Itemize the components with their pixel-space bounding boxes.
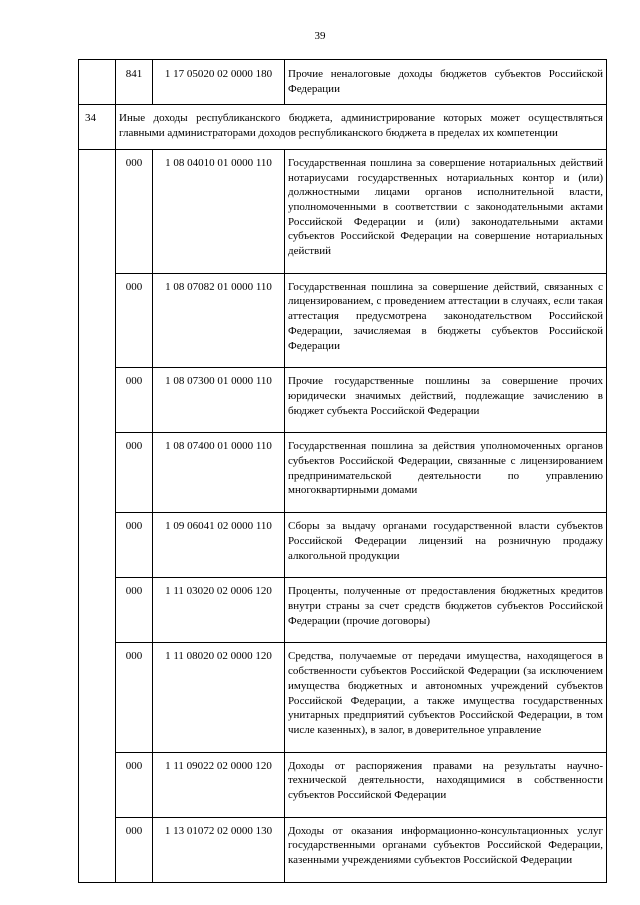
table-row <box>79 149 607 273</box>
description-cell: Средства, получаемые от передачи имущества, находящегося в собственности субъектов Российской Федерации (за исключением имущества бюджетных и автономных учреждений субъектов Российской Федерации, а также имущества государственных унитарных предприятий субъектов Российской Федерации, в том числе казенных), в залог, в доверительное управление <box>285 643 607 752</box>
admin-code-cell: 000 <box>116 513 153 578</box>
table-row <box>79 578 607 643</box>
description-cell: Доходы от оказания информационно-консультационных услуг государственными органами субъектов Российской Федерации, казенными учреждениями субъектов Российской Федерации <box>285 817 607 882</box>
budget-code-cell: 1 17 05020 02 0000 180 <box>153 60 285 105</box>
admin-code-cell: 000 <box>116 149 153 273</box>
admin-code-cell: 000 <box>116 643 153 752</box>
description-cell: Прочие государственные пошлины за совершение прочих юридически значимых действий, подлежащие зачислению в бюджет субъекта Российской Федерации <box>285 368 607 433</box>
admin-code-cell: 000 <box>116 273 153 368</box>
admin-code-cell: 000 <box>116 433 153 513</box>
section-number-cell <box>79 149 116 882</box>
budget-code-cell: 1 13 01072 02 0000 130 <box>153 817 285 882</box>
admin-code-cell: 000 <box>116 368 153 433</box>
admin-code-cell: 000 <box>116 752 153 817</box>
budget-code-cell: 1 08 07300 01 0000 110 <box>153 368 285 433</box>
admin-code-cell: 841 <box>116 60 153 105</box>
budget-code-cell: 1 11 09022 02 0000 120 <box>153 752 285 817</box>
budget-code-cell: 1 08 07400 01 0000 110 <box>153 433 285 513</box>
budget-code-cell: 1 09 06041 02 0000 110 <box>153 513 285 578</box>
budget-code-cell: 1 11 03020 02 0006 120 <box>153 578 285 643</box>
table-row <box>79 368 607 433</box>
budget-code-cell: 1 08 07082 01 0000 110 <box>153 273 285 368</box>
table-row <box>79 643 607 752</box>
description-cell: Государственная пошлина за совершение действий, связанных с лицензированием, с проведением аттестации в случаях, если такая аттестация предусмотрена законодательством Российской Федерации, зачисляемая в бюджеты субъектов Российской Федерации <box>285 273 607 368</box>
page-number: 39 <box>314 30 326 42</box>
table-body <box>79 60 607 883</box>
description-cell: Государственная пошлина за действия уполномоченных органов субъектов Российской Федерации, связанные с лицензированием предпринимательской деятельности по управлению многоквартирными домами <box>285 433 607 513</box>
description-cell: Государственная пошлина за совершение нотариальных действий нотариусами государственных нотариальных контор и (или) должностными лицами органов исполнительной власти, уполномоченными в соответствии с законодательными актами Российской Федерации и (или) законодательными актами субъектов Российской Федерации на совершение нотариальных действий <box>285 149 607 273</box>
description-cell: Проценты, полученные от предоставления бюджетных кредитов внутри страны за счет средств бюджетов субъектов Российской Федерации (прочие договоры) <box>285 578 607 643</box>
admin-code-cell: 000 <box>116 817 153 882</box>
table-row <box>79 513 607 578</box>
table-row <box>79 752 607 817</box>
table-row <box>79 273 607 368</box>
description-cell: Доходы от распоряжения правами на результаты научно-технической деятельности, находящимися в собственности субъектов Российской Федерации <box>285 752 607 817</box>
section-number-cell <box>79 60 116 105</box>
budget-code-cell: 1 08 04010 01 0000 110 <box>153 149 285 273</box>
description-cell: Сборы за выдачу органами государственной власти субъектов Российской Федерации лицензий на розничную продажу алкогольной продукции <box>285 513 607 578</box>
description-cell: Прочие неналоговые доходы бюджетов субъектов Российской Федерации <box>285 60 607 105</box>
table-row <box>79 433 607 513</box>
revenue-codes-table <box>78 59 607 883</box>
admin-code-cell: 000 <box>116 578 153 643</box>
section-number: 34 <box>79 105 116 149</box>
table-row <box>79 817 607 882</box>
table-row <box>79 60 607 105</box>
section-header-row <box>79 105 607 149</box>
section-title: Иные доходы республиканского бюджета, администрирование которых может осуществляться главными администраторами доходов республиканского бюджета в пределах их компетенции <box>116 105 607 149</box>
budget-code-cell: 1 11 08020 02 0000 120 <box>153 643 285 752</box>
